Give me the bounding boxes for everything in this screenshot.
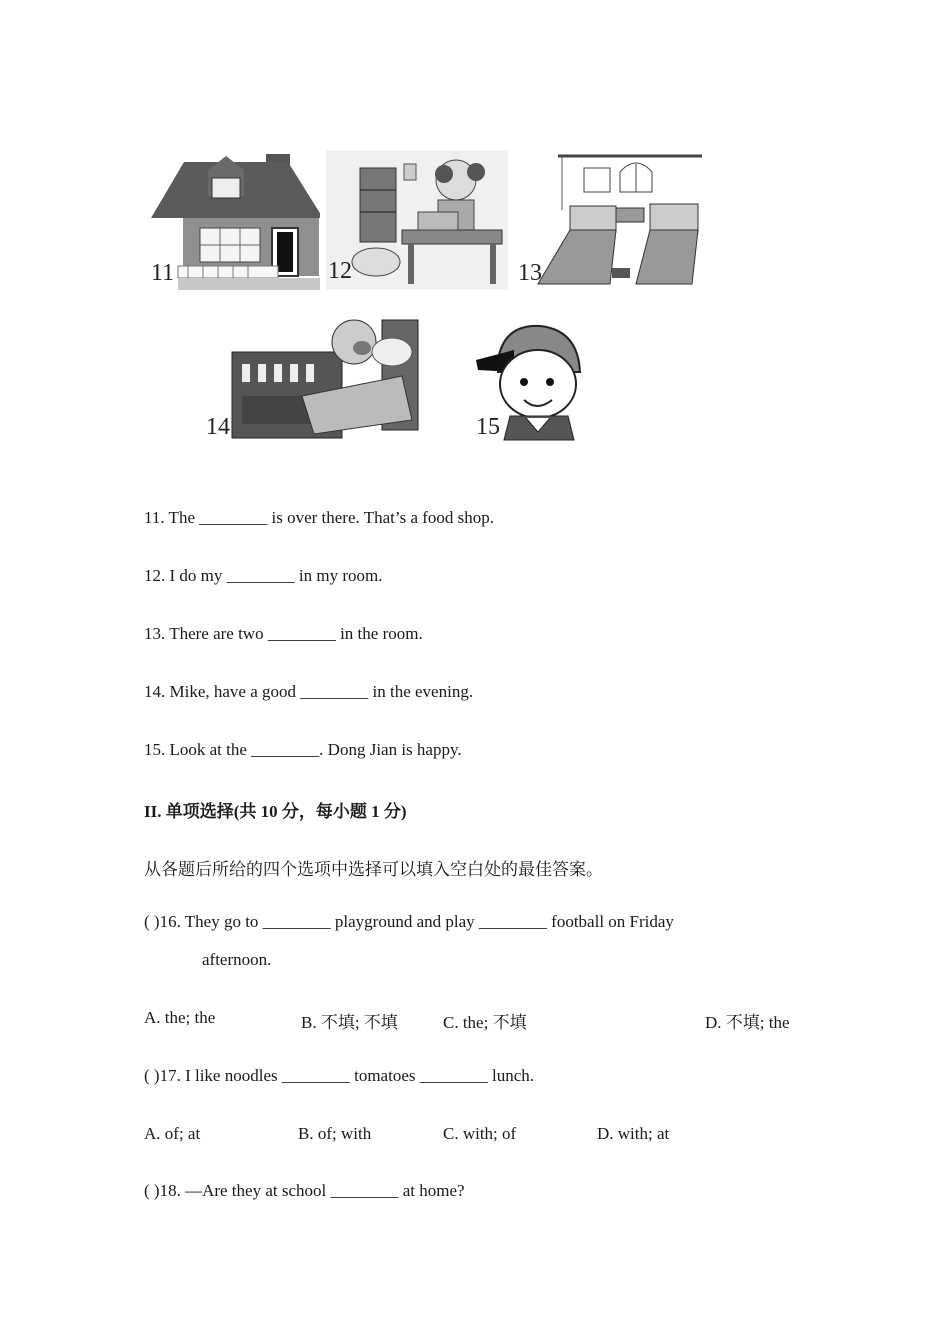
picture-number: 14: [206, 414, 230, 440]
girl-doing-homework-icon: [326, 150, 508, 290]
fill-blank-14: 14. Mike, have a good ________ in the evening.: [144, 682, 474, 701]
picture-number: 11: [151, 260, 175, 286]
question-16-option-b: B. 不填; 不填: [301, 1013, 398, 1032]
question-16-stem: ( )16. They go to ________ playground and play ________ football on Friday: [144, 912, 674, 931]
question-16-stem-continued: afternoon.: [202, 950, 272, 969]
picture-14: [202, 316, 424, 442]
question-17-option-b: B. of; with: [298, 1124, 372, 1143]
picture-12: [326, 150, 508, 290]
bedroom-two-beds-icon: [516, 150, 704, 296]
fill-blank-12: 12. I do my ________ in my room.: [144, 566, 383, 585]
section-instruction: 从各题后所给的四个选项中选择可以填入空白处的最佳答案。: [144, 860, 603, 879]
section-heading: II. 单项选择(共 10 分，每小题 1 分): [144, 802, 407, 821]
boy-sleeping-in-bed-icon: [202, 316, 424, 442]
fill-blank-13: 13. There are two ________ in the room.: [144, 624, 423, 643]
question-16-option-d: D. 不填; the: [705, 1013, 790, 1032]
picture-11: [148, 148, 320, 298]
question-17-option-a: A. of; at: [144, 1124, 201, 1143]
picture-number: 12: [328, 258, 352, 284]
fill-blank-15: 15. Look at the ________. Dong Jian is happy.: [144, 740, 462, 759]
question-17-stem: ( )17. I like noodles ________ tomatoes ________ lunch.: [144, 1066, 535, 1085]
fill-blank-11: 11. The ________ is over there. That’s a food shop.: [144, 508, 495, 527]
question-18-stem: ( )18. —Are they at school ________ at home?: [144, 1181, 465, 1200]
question-16-option-c: C. the; 不填: [443, 1013, 527, 1032]
picture-13: [516, 150, 704, 296]
picture-15: [474, 320, 590, 442]
question-16-option-a: A. the; the: [144, 1008, 216, 1027]
question-17-option-c: C. with; of: [443, 1124, 517, 1143]
picture-number: 13: [518, 260, 542, 286]
question-17-option-d: D. with; at: [597, 1124, 670, 1143]
picture-number: 15: [476, 414, 500, 440]
